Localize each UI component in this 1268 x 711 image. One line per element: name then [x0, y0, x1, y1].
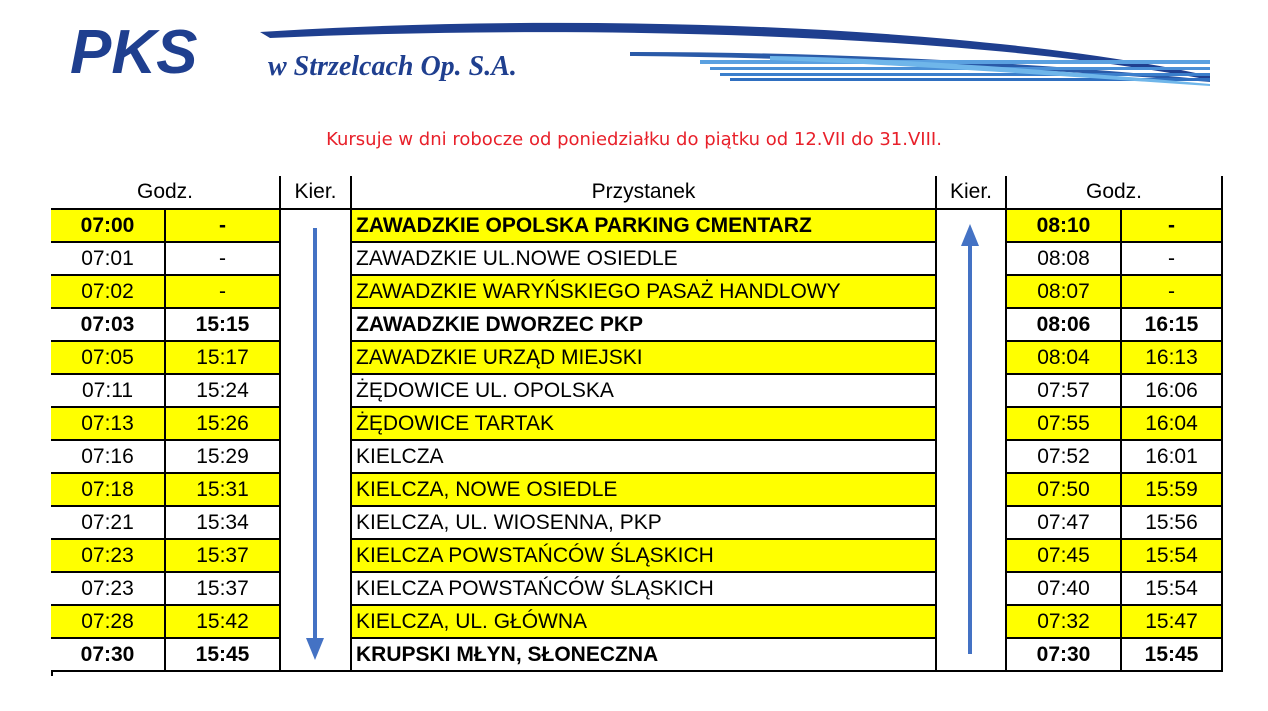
return-time-cell: 07:32 — [1007, 606, 1122, 639]
departure-time-cell: 07:30 — [51, 639, 166, 672]
departure-time-cell: 07:01 — [51, 243, 166, 276]
stop-name-cell: KIELCZA, UL. GŁÓWNA — [352, 606, 937, 639]
return-time-cell: 16:06 — [1122, 375, 1223, 408]
stop-name-cell: ŻĘDOWICE UL. OPOLSKA — [352, 375, 937, 408]
logo-subtitle-text: w Strzelcach Op. S.A. — [268, 51, 517, 82]
departure-time-cell: 07:13 — [51, 408, 166, 441]
stop-name-cell: KIELCZA POWSTAŃCÓW ŚLĄSKICH — [352, 573, 937, 606]
return-time-cell: - — [1122, 210, 1223, 243]
departure-time-cell: 07:21 — [51, 507, 166, 540]
departure-time-cell: 07:11 — [51, 375, 166, 408]
departure-time-cell: 15:31 — [166, 474, 281, 507]
return-time-cell: 07:52 — [1007, 441, 1122, 474]
departure-time-cell: - — [166, 243, 281, 276]
return-time-cell: 07:55 — [1007, 408, 1122, 441]
departure-time-cell: 07:03 — [51, 309, 166, 342]
stop-name-cell: ZAWADZKIE DWORZEC PKP — [352, 309, 937, 342]
stop-name-cell: ZAWADZKIE WARYŃSKIEGO PASAŻ HANDLOWY — [352, 276, 937, 309]
stop-name-cell: KRUPSKI MŁYN, SŁONECZNA — [352, 639, 937, 672]
return-time-cell: - — [1122, 243, 1223, 276]
departure-time-cell: - — [166, 276, 281, 309]
return-time-cell: 08:10 — [1007, 210, 1122, 243]
return-time-cell: 15:54 — [1122, 540, 1223, 573]
header-godz-left: Godz. — [51, 176, 281, 210]
return-time-cell: 15:54 — [1122, 573, 1223, 606]
return-time-cell: 16:15 — [1122, 309, 1223, 342]
departure-time-cell: 15:26 — [166, 408, 281, 441]
return-time-cell: 16:04 — [1122, 408, 1223, 441]
stop-name-cell: KIELCZA — [352, 441, 937, 474]
return-time-cell: 08:06 — [1007, 309, 1122, 342]
stop-name-cell: ZAWADZKIE OPOLSKA PARKING CMENTARZ — [352, 210, 937, 243]
departure-time-cell: 15:24 — [166, 375, 281, 408]
departure-time-cell: 07:16 — [51, 441, 166, 474]
header-przystanek: Przystanek — [352, 176, 937, 210]
stop-name-cell: KIELCZA POWSTAŃCÓW ŚLĄSKICH — [352, 540, 937, 573]
return-time-cell: 15:59 — [1122, 474, 1223, 507]
return-time-cell: 07:50 — [1007, 474, 1122, 507]
departure-time-cell: 07:18 — [51, 474, 166, 507]
departure-time-cell: 07:23 — [51, 573, 166, 606]
departure-time-cell: 15:42 — [166, 606, 281, 639]
return-time-cell: 16:13 — [1122, 342, 1223, 375]
pks-logo-graphic — [70, 18, 1215, 88]
return-time-cell: 07:40 — [1007, 573, 1122, 606]
return-time-cell: 15:45 — [1122, 639, 1223, 672]
company-logo — [70, 18, 1215, 88]
departure-time-cell: - — [166, 210, 281, 243]
departure-time-cell: 15:37 — [166, 540, 281, 573]
return-time-cell: 15:56 — [1122, 507, 1223, 540]
header-godz-right: Godz. — [1007, 176, 1223, 210]
return-time-cell: 07:57 — [1007, 375, 1122, 408]
departure-time-cell: 15:29 — [166, 441, 281, 474]
stop-name-cell: ŻĘDOWICE TARTAK — [352, 408, 937, 441]
stop-name-cell: KIELCZA, NOWE OSIEDLE — [352, 474, 937, 507]
return-time-cell: 07:30 — [1007, 639, 1122, 672]
departure-time-cell: 07:00 — [51, 210, 166, 243]
departure-time-cell: 15:45 — [166, 639, 281, 672]
header-kier-left: Kier. — [281, 176, 352, 210]
departure-time-cell: 07:05 — [51, 342, 166, 375]
timetable — [51, 176, 1223, 676]
return-time-cell: 08:08 — [1007, 243, 1122, 276]
service-notice: Kursuje w dni robocze od poniedziałku do piątku od 12.VII do 31.VIII. — [326, 129, 942, 150]
return-time-cell: 07:47 — [1007, 507, 1122, 540]
header-kier-right: Kier. — [937, 176, 1007, 210]
departure-time-cell: 15:37 — [166, 573, 281, 606]
stop-name-cell: ZAWADZKIE UL.NOWE OSIEDLE — [352, 243, 937, 276]
departure-time-cell: 07:02 — [51, 276, 166, 309]
departure-time-cell: 07:23 — [51, 540, 166, 573]
stop-name-cell: ZAWADZKIE URZĄD MIEJSKI — [352, 342, 937, 375]
return-time-cell: 15:47 — [1122, 606, 1223, 639]
return-time-cell: 07:45 — [1007, 540, 1122, 573]
return-time-cell: 16:01 — [1122, 441, 1223, 474]
return-time-cell: 08:07 — [1007, 276, 1122, 309]
departure-time-cell: 07:28 — [51, 606, 166, 639]
arrow-up-icon — [955, 224, 985, 654]
return-time-cell: - — [1122, 276, 1223, 309]
return-time-cell: 08:04 — [1007, 342, 1122, 375]
departure-time-cell: 15:17 — [166, 342, 281, 375]
logo-brand-text: PKS — [70, 18, 198, 87]
departure-time-cell: 15:34 — [166, 507, 281, 540]
arrow-down-icon — [300, 228, 330, 660]
stop-name-cell: KIELCZA, UL. WIOSENNA, PKP — [352, 507, 937, 540]
departure-time-cell: 15:15 — [166, 309, 281, 342]
